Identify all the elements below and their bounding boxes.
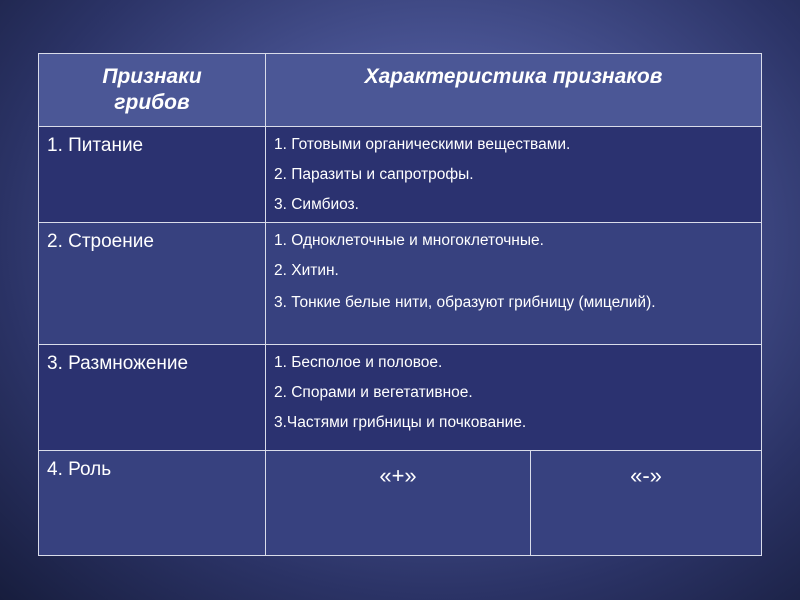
characteristic-line: 3.Частями грибницы и почкование. [274,414,527,431]
characteristic-line: 2. Спорами и вегетативное. [274,384,473,401]
characteristic-cell [266,127,762,223]
feature-cell: 2. Строение [39,223,266,345]
header-features-label: Признаки грибов [102,65,202,114]
role-negative-cell: «-» [531,451,762,556]
feature-cell: 4. Роль [39,451,266,556]
characteristic-line: 3. Тонкие белые нити, образуют грибницу (мицелий). [274,294,656,311]
table-row-role [39,451,762,556]
feature-cell: 1. Питание [39,127,266,223]
features-table [38,53,762,556]
header-characteristics-label: Характеристика признаков [364,65,663,88]
table-row-nutrition [39,127,762,223]
characteristic-line: 1. Одноклеточные и многоклеточные. [274,232,544,249]
characteristic-line: 1. Готовыми органическими веществами. [274,136,571,153]
characteristic-line: 3. Симбиоз. [274,196,359,213]
table-row-reproduction [39,345,762,451]
header-features [39,54,266,127]
characteristic-line: 1. Бесполое и половое. [274,354,443,371]
table-row-structure [39,223,762,345]
header-characteristics [266,54,762,127]
characteristic-cell [266,345,762,451]
characteristic-line: 2. Хитин. [274,262,339,279]
role-positive-cell: «+» [266,451,531,556]
characteristic-line: 2. Паразиты и сапротрофы. [274,166,474,183]
characteristic-cell [266,223,762,345]
feature-cell: 3. Размножение [39,345,266,451]
